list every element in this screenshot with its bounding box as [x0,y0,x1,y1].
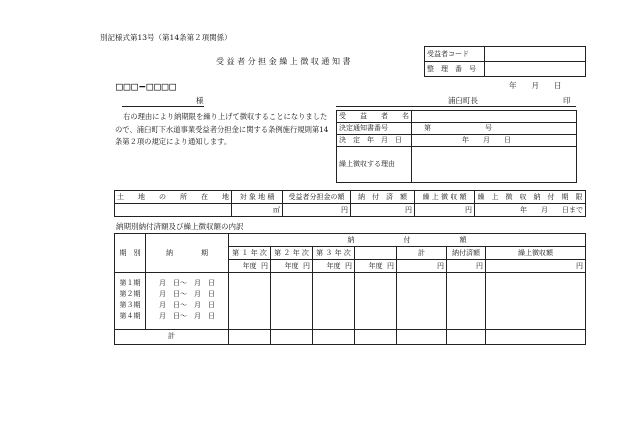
land-location-value[interactable] [115,204,232,217]
issuer-name: 浦臼町長 [448,96,478,105]
year2-unit [271,260,313,273]
paid-amount-value[interactable] [351,204,415,217]
reference-number-value[interactable] [485,62,586,77]
year2-values[interactable] [271,273,313,330]
beneficiary-code-value[interactable] [485,47,586,62]
due-range: 月 日〜 月 日 [159,290,215,299]
advanced-amount-header: 繰 上 徴 収 額 [415,191,475,204]
paid-sum[interactable] [447,329,486,344]
advanced-total-header: 繰上徴収額 [486,247,586,260]
advanced-sum[interactable] [486,329,586,344]
yen-label: 円 [437,261,444,270]
paid-total-header: 納付済額 [447,247,486,260]
year1-header: 第 １ 年 次 [229,247,271,260]
year4-sum[interactable] [355,329,397,344]
advance-reason-label: 繰上徴収する理由 [337,147,412,183]
notice-body: 右の理由により納期限を繰り上げて徴収することになりましたので、浦臼町下水道事業受益者分担金に関する条例施行規則第14条第２項の規定により通知します。 [115,112,329,146]
period-label: 第３期 [119,301,141,310]
nendo-label: 年度 [326,261,341,270]
beneficiary-name-label: 受 益 者 名 [337,111,412,123]
charge-amount-header: 受益者分担金の額 [283,191,351,204]
decision-date-text: 年 月 日 [462,136,511,144]
yen-label: 円 [303,261,310,270]
issue-date: 年 月 日 [509,81,562,90]
year2-header: 第 ２ 年 次 [271,247,313,260]
yen-label: 円 [345,261,352,270]
paid-amount-header: 納 付 済 額 [351,191,415,204]
total-unit [397,260,447,273]
due-header: 納 期 [146,234,229,273]
due-range: 月 日〜 月 日 [159,279,215,288]
period-header: 期 別 [115,234,146,273]
form-number: 別記様式第13号（第14条第２項関係） [100,33,232,42]
year2-sum[interactable] [271,329,313,344]
advanced-deadline-value[interactable] [475,204,586,217]
period-label: 第２期 [119,290,141,299]
year3-values[interactable] [313,273,355,330]
yen-label: 円 [261,261,268,270]
period-label: 第１期 [119,279,141,288]
nendo-label: 年度 [284,261,299,270]
due-range: 月 日〜 月 日 [159,312,215,321]
decision-date-label: 決 定 年 月 日 [337,135,412,147]
land-table [114,190,586,217]
target-area-header: 対 象 地 積 [232,191,283,204]
breakdown-title: 納期別納付済額及び繰上徴収額の内訳 [116,222,244,231]
year1-sum[interactable] [229,329,271,344]
paid-yen: 円 [405,205,412,214]
addressee-line[interactable] [122,97,204,107]
reference-number-label: 整 理 番 号 [425,62,485,77]
seal-mark: 印 [563,96,571,105]
charge-yen: 円 [341,205,348,214]
year1-values[interactable] [229,273,271,330]
breakdown-table [114,233,586,345]
yen-label: 円 [476,261,483,270]
yen-label: 円 [387,261,394,270]
period-labels [115,273,146,330]
land-location-header: 土 地 の 所 在 地 [115,191,232,204]
year3-unit [313,260,355,273]
advanced-yen: 円 [465,205,472,214]
advance-reason-value[interactable] [412,147,577,183]
advanced-values[interactable] [486,273,586,330]
advanced-total-unit [486,260,586,273]
paid-total-unit [447,260,486,273]
code-box [424,46,586,77]
payment-amount-header: 納 付 額 [229,234,586,247]
year3-header: 第 ３ 年 次 [313,247,355,260]
year4-values[interactable] [355,273,397,330]
due-values [146,273,229,330]
year4-unit [355,260,397,273]
year4-header [355,247,397,260]
total-sum[interactable] [397,329,447,344]
year1-unit [229,260,271,273]
decision-number-suffix: 号 [485,124,492,132]
period-label: 第４期 [119,312,141,321]
target-area-value[interactable] [232,204,283,217]
addressee-suffix: 様 [196,96,204,105]
paid-values[interactable] [447,273,486,330]
due-range: 月 日〜 月 日 [159,301,215,310]
beneficiary-name-value[interactable] [412,111,577,123]
sum-row-label: 計 [115,329,229,344]
yen-label: 円 [576,261,583,270]
decision-date-value[interactable] [412,135,577,147]
advanced-deadline-header: 繰 上 徴 収 納 付 期 限 [475,191,586,204]
charge-amount-value[interactable] [283,204,351,217]
total-header: 計 [397,247,447,260]
deadline-text: 年 月 日まで [520,205,583,214]
nendo-label: 年度 [368,261,383,270]
beneficiary-code-label: 受益者コード [425,47,485,62]
area-unit: ㎡ [273,205,280,214]
advanced-amount-value[interactable] [415,204,475,217]
decision-number-value[interactable] [412,123,577,135]
year3-sum[interactable] [313,329,355,344]
nendo-label: 年度 [242,261,257,270]
decision-number-prefix: 第 [424,124,431,132]
total-values[interactable] [397,273,447,330]
decision-info-table [336,110,577,183]
postal-code-boxes: □□□−□□□□ [116,80,177,93]
decision-number-label: 決定通知書番号 [337,123,412,135]
document-title: 受 益 者 分 担 金 繰 上 徴 収 通 知 書 [216,57,351,66]
